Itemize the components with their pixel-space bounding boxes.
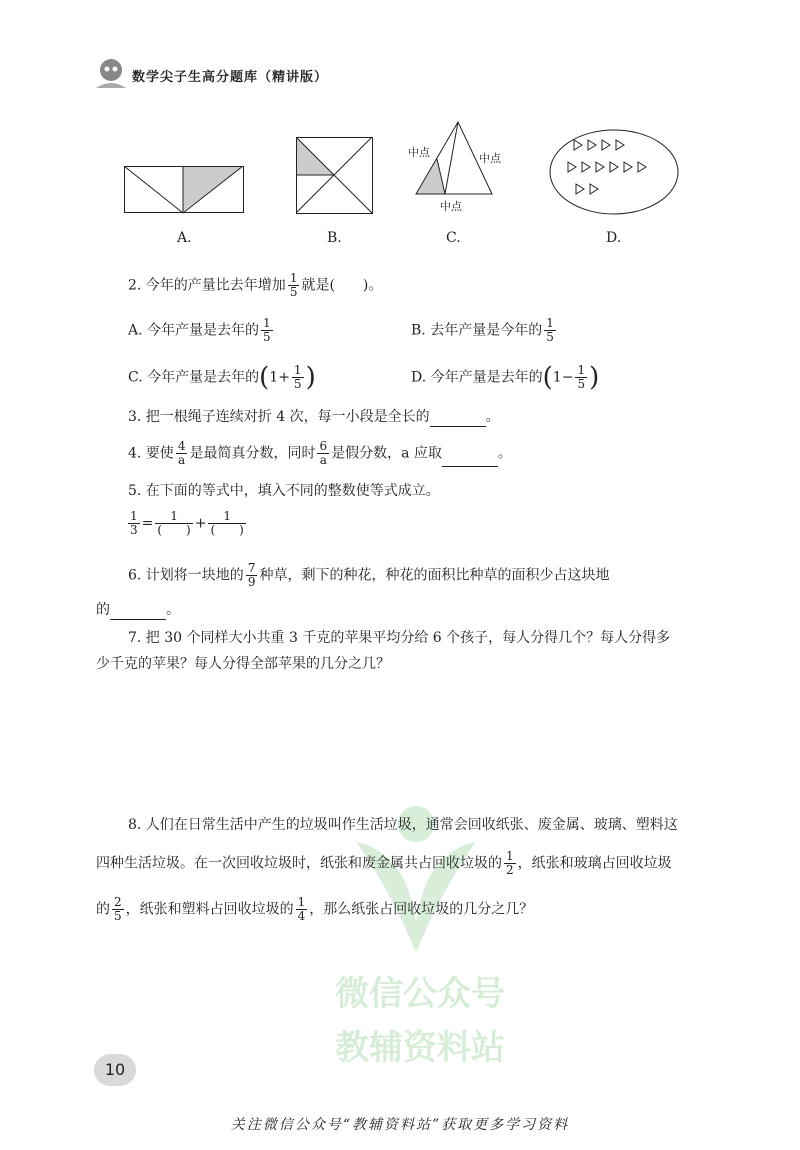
watermark-line-1: 微信公众号 — [335, 974, 505, 1014]
q5-equation: $\frac{1}{3}$ = $\frac{1}{( )}$ + $\frac{1}{( )}$ — [130, 509, 244, 537]
question-8-line-3: 的 $\frac{2}{5}$ ，纸张和塑料占回收垃圾的 $\frac{1}{4}$ ，那么纸张占回收垃圾的几分之几？ — [96, 895, 534, 923]
q2-option-c[interactable]: C. 今年产量是去年的(1+ $\frac{1}{5}$ ) — [128, 362, 316, 393]
header-mascot-icon — [92, 54, 130, 92]
question-7: 7. 把 30 个同样大小共重 3 千克的苹果平均分给 6 个孩子，每人分得几个？每人分得多 — [128, 630, 671, 646]
q6-answer-blank[interactable] — [110, 605, 166, 620]
question-4: 4. 要使 $\frac{4}{a}$ 是最简真分数，同时 $\frac{6}{a}$ 是假分数，a 应取 。 — [128, 439, 512, 467]
q2-option-d[interactable]: D. 今年产量是去年的(1− $\frac{1}{5}$ ) — [411, 362, 600, 393]
c-midpoint-bottom-label: 中点 — [440, 200, 462, 213]
figure-d — [548, 128, 680, 216]
q4-answer-blank[interactable] — [442, 452, 498, 467]
q2-option-a[interactable]: A. 今年产量是去年的 $\frac{1}{5}$ — [128, 316, 271, 344]
question-6-line-2: 的 。 — [96, 602, 180, 618]
c-midpoint-right-label: 中点 — [479, 152, 501, 165]
figure-d-label: D. — [606, 230, 622, 246]
question-5: 5. 在下面的等式中，填入不同的整数使等式成立。 — [128, 483, 440, 499]
q2-option-b[interactable]: B. 去年产量是今年的 $\frac{1}{5}$ — [411, 316, 554, 344]
figure-a-label: A. — [177, 230, 192, 246]
q5-blank-2[interactable]: ( ) — [210, 523, 244, 537]
watermark-line-2: 教辅资料站 — [335, 1028, 505, 1068]
figure-a — [124, 166, 244, 214]
figure-c-label: C. — [446, 230, 461, 246]
question-3: 3. 把一根绳子连续对折 4 次，每一小段是全长的 。 — [128, 409, 500, 425]
footer-note: 关注微信公众号“教辅资料站”获取更多学习资料 — [230, 1117, 570, 1133]
question-8: 8. 人们在日常生活中产生的垃圾叫作生活垃圾，通常会回收纸张、废金属、玻璃、塑料这 — [128, 817, 678, 833]
figure-b-label: B. — [327, 230, 342, 246]
question-8-line-2: 四种生活垃圾。在一次回收垃圾时，纸张和废金属共占回收垃圾的 $\frac{1}{2}$ ，纸张和玻璃占回收垃圾 — [96, 849, 672, 877]
q3-answer-blank[interactable] — [430, 412, 486, 427]
q5-blank-1[interactable]: ( ) — [157, 523, 191, 537]
page-number: 10 — [94, 1054, 136, 1086]
question-7-line-2: 少千克的苹果？每人分得全部苹果的几分之几？ — [96, 656, 390, 672]
c-midpoint-left-label: 中点 — [408, 146, 430, 159]
figure-c — [400, 118, 510, 216]
question-6: 6. 计划将一块地的 $\frac{7}{9}$ 种草，剩下的种花，种花的面积比种草的面积少占这块地 — [128, 561, 610, 589]
book-title: 数学尖子生高分题库（精讲版） — [132, 70, 329, 85]
question-2: 2. 今年的产量比去年增加 $\frac{1}{5}$ 就是( )。 — [128, 271, 383, 299]
figure-b — [296, 137, 374, 215]
